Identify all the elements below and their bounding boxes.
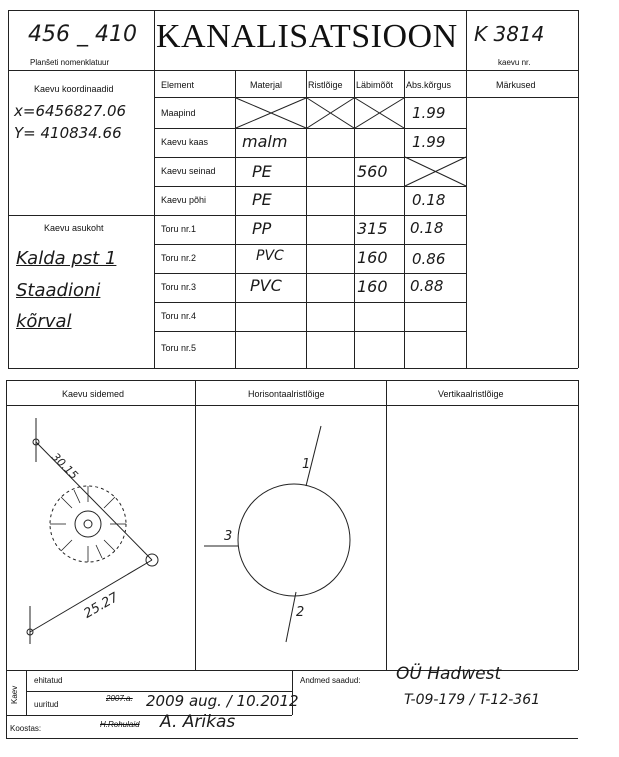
row-diameter: 160 [357, 248, 388, 267]
row-abs: 0.18 [410, 219, 444, 237]
kaev-label: Kaev [10, 685, 19, 704]
col-header-diameter: Läbimõõt [356, 80, 394, 90]
row-material: PE [252, 162, 272, 181]
row-diameter: 315 [357, 219, 388, 238]
row-material: malm [242, 132, 288, 151]
row-abs: 1.99 [412, 104, 446, 122]
well-number-label: kaevu nr. [498, 58, 531, 67]
row-element: Maapind [161, 108, 196, 118]
col-header-cross: Ristlõige [308, 80, 343, 90]
row-diameter: 560 [357, 162, 388, 181]
col-header-abs: Abs.kõrgus [406, 80, 452, 90]
row-abs: 0.88 [410, 277, 444, 295]
koostas-struck: H.Rohulaid [100, 720, 140, 729]
andmed-value: OÜ Hadwest [396, 664, 502, 684]
horizontal-section [196, 406, 386, 668]
sketch-col-1: Kaevu sidemed [62, 389, 125, 399]
col-header-material: Materjal [250, 80, 283, 90]
location-label: Kaevu asukoht [44, 223, 104, 233]
koostas-label: Koostas: [10, 724, 42, 733]
andmed-value-2: T-09-179 / T-12-361 [404, 692, 541, 708]
col-header-notes: Märkused [496, 80, 536, 90]
row-abs: 1.99 [412, 133, 446, 151]
crossed-cells [0, 0, 619, 370]
row-element: Kaevu seinad [161, 166, 216, 176]
sketch-col-3: Vertikaalristlõige [438, 389, 504, 399]
pipe-label-1: 1 [302, 457, 311, 472]
row-element: Toru nr.4 [161, 311, 197, 321]
well-number-value: K 3814 [474, 22, 545, 46]
tie-distance-1: 30.15 [49, 450, 81, 482]
location-line-1: Kalda pst 1 [16, 248, 117, 269]
row-element: Toru nr.2 [161, 253, 197, 263]
location-line-2: Staadioni [16, 280, 101, 301]
row-element: Kaevu põhi [161, 195, 207, 205]
uuritud-label: uuritud [34, 700, 59, 709]
coords-y: Y= 410834.66 [14, 124, 122, 142]
tie-distance-2: 25.27 [81, 590, 122, 622]
uuritud-value: 2009 aug. / 10.2012 [146, 692, 299, 710]
nomenclature-value: 456 _ 410 [28, 22, 137, 47]
row-element: Toru nr.1 [161, 224, 197, 234]
row-element: Toru nr.5 [161, 343, 197, 353]
andmed-label: Andmed saadud: [300, 676, 361, 685]
ehitatud-label: ehitatud [34, 676, 63, 685]
koostas-value: A. Arikas [160, 712, 236, 732]
row-abs: 0.18 [412, 191, 446, 209]
col-header-element: Element [161, 80, 195, 90]
row-abs: 0.86 [412, 250, 446, 268]
row-material: PP [252, 219, 272, 238]
ties-sketch [8, 406, 194, 668]
page-title: KANALISATSIOON [156, 18, 458, 55]
sketch-col-2: Horisontaalristlõige [248, 389, 325, 399]
nomenclature-label: Planšeti nomenklatuur [30, 58, 110, 67]
row-material: PE [252, 190, 272, 209]
location-line-3: kõrval [16, 311, 72, 332]
row-diameter: 160 [357, 277, 388, 296]
coords-label: Kaevu koordinaadid [34, 84, 114, 94]
uuritud-struck: 2007.a. [106, 694, 133, 703]
pipe-label-2: 2 [296, 605, 305, 620]
pipe-label-3: 3 [224, 529, 233, 544]
row-material: PVC [256, 248, 284, 264]
row-element: Toru nr.3 [161, 282, 197, 292]
row-element: Kaevu kaas [161, 137, 209, 147]
coords-x: x=6456827.06 [14, 102, 127, 120]
row-material: PVC [250, 276, 282, 295]
